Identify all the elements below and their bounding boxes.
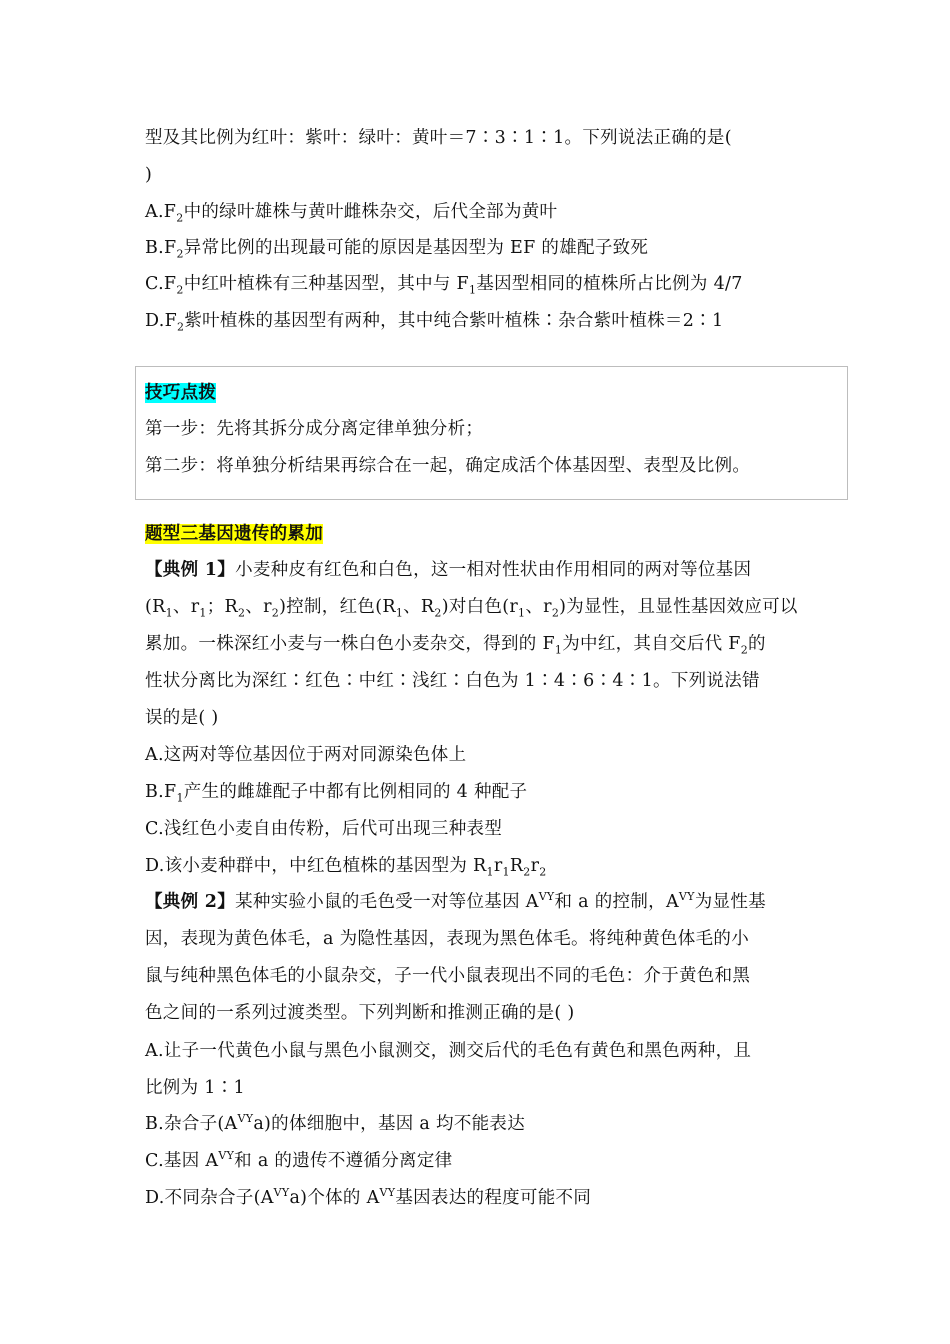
tip-step-2: 第二步：将单独分析结果再综合在一起，确定成活个体基因型、表型及比例。 [145, 456, 751, 476]
example-1-line: 【典例 1】小麦种皮有红色和白色，这一相对性状由作用相同的两对等位基因 [145, 560, 752, 580]
tip-title: 技巧点拨 [145, 383, 217, 403]
stem-text: 型及其比例为红叶：紫叶：绿叶：黄叶＝7∶3∶1∶1。下列说法正确的是( [145, 128, 732, 148]
question-stem-line [145, 164, 152, 186]
example-2-option-a: A.让子一代黄色小鼠与黑色小鼠测交，测交后代的毛色有黄色和黑色两种，且 [145, 1041, 752, 1061]
option-a: $A.F_2$中的绿叶雄株与黄叶雌株杂交，后代全部为黄叶 [145, 202, 558, 225]
example-1-line: 误的是( ) [145, 708, 219, 728]
tip-step-1: 第一步：先将其拆分成分离定律单独分析； [145, 419, 484, 439]
option-c: $C.F_2$中红叶植株有三种基因型，其中与 $F_1$基因型相同的植株所占比例为 4/7 [145, 274, 743, 297]
example-1-option-d: D.该小麦种群中，中红色植株的基因型为 $R_1r_1R_2r_2$ [145, 856, 547, 879]
example-1-line: ($R_1$、$r_1$；$R_2$、$r_2$)控制，红色($R_1$、$R_2$)对白色($r_1$、$r_2$)为显性，且显性基因效应可以 [145, 597, 798, 620]
example-2-option-b: B.杂合子$(A^{VY}a)$的体细胞中，基因 a 均不能表达 [145, 1112, 526, 1134]
stem-text: ) [145, 165, 153, 185]
example-1-option-b: $B.F_1$产生的雌雄配子中都有比例相同的 4 种配子 [145, 782, 528, 805]
example-2-line: 【典例 2】某种实验小鼠的毛色受一对等位基因 $A^{VY}$和 a 的控制，$A^{VY}$为显性基 [145, 890, 766, 912]
section-title: 题型三基因遗传的累加 [145, 524, 323, 544]
example-2-option-d: D.不同杂合子$(A^{VY}a)$个体的 $A^{VY}$基因表达的程度可能不同 [145, 1186, 592, 1208]
example-1-option-a: A.这两对等位基因位于两对同源染色体上 [145, 745, 467, 765]
example-1-line: 性状分离比为深红∶红色∶中红∶浅红∶白色为 1∶4∶6∶4∶1。下列说法错 [145, 671, 760, 691]
option-b: $B.F_2$异常比例的出现最可能的原因是基因型为 EF 的雄配子致死 [145, 238, 649, 261]
example-1-option-c: C.浅红色小麦自由传粉，后代可出现三种表型 [145, 819, 503, 839]
example-2-option-a-cont: 比例为 1∶1 [145, 1078, 245, 1098]
example-2-option-c: C.基因 $A^{VY}$和 a 的遗传不遵循分离定律 [145, 1149, 453, 1171]
question-stem-line [145, 127, 732, 149]
example-1-line: 累加。一株深红小麦与一株白色小麦杂交，得到的 $F_1$为中红，其自交后代 $F_2$的 [145, 634, 766, 657]
example-2-line: 因，表现为黄色体毛，a 为隐性基因，表现为黑色体毛。将纯种黄色体毛的小 [145, 929, 749, 949]
option-d: $D.F_2$紫叶植株的基因型有两种，其中纯合紫叶植株∶杂合紫叶植株＝2∶1 [145, 311, 724, 334]
example-2-line: 鼠与纯种黑色体毛的小鼠杂交，子一代小鼠表现出不同的毛色：介于黄色和黑 [145, 966, 751, 986]
example-2-line: 色之间的一系列过渡类型。下列判断和推测正确的是( ) [145, 1003, 575, 1023]
